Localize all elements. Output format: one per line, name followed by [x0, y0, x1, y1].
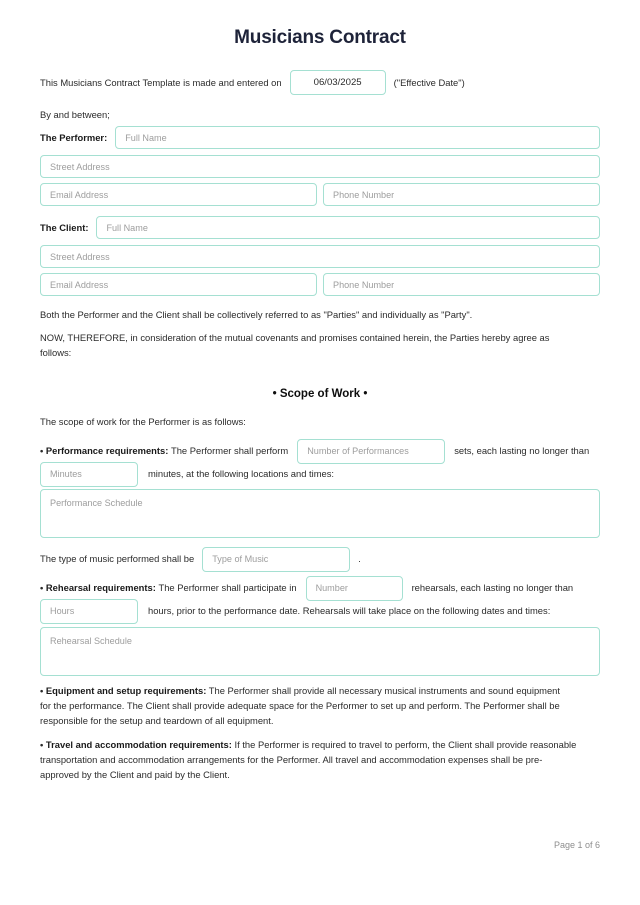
- rehearsal-bullet: •: [40, 582, 44, 594]
- performance-bullet: •: [40, 445, 44, 457]
- rehearsal-hours-line: [40, 599, 602, 624]
- performance-minutes-input[interactable]: Minutes: [40, 462, 138, 487]
- rehearsal-text-before-count: The Performer shall participate in: [158, 582, 297, 594]
- scope-of-work-heading: • Scope of Work •: [272, 388, 368, 400]
- performance-count-input[interactable]: Number of Performances: [297, 439, 445, 464]
- client-label: The Client:: [40, 222, 89, 233]
- client-phone-input[interactable]: Phone Number: [323, 273, 600, 296]
- equipment-label-separator: :: [203, 685, 207, 696]
- music-type-text-after: .: [358, 553, 361, 565]
- client-street-input[interactable]: Street Address: [40, 245, 600, 268]
- parties-definition-text: Both the Performer and the Client shall be collectively referred to as "Parties" and individually as "Party".: [40, 309, 473, 320]
- travel-requirements-paragraph: [40, 738, 580, 783]
- equipment-requirements-body: The Performer shall provide all necessary musical instruments and sound equipment for the performance. The Client shall provide adequate space for the Performer to set up and perform. The Performer shall be responsible for the setup and teardown of all equipment.: [40, 685, 561, 726]
- travel-requirements-label: Travel and accommodation requirements:: [45, 739, 232, 750]
- performance-text-before-count: The Performer shall perform: [170, 445, 289, 457]
- client-name-row: [40, 216, 600, 239]
- music-type-line: [40, 547, 600, 572]
- rehearsal-requirements-label: Rehearsal requirements:: [45, 582, 156, 594]
- rehearsal-text-after-count: rehearsals, each lasting no longer than: [411, 582, 574, 594]
- performer-label: The Performer:: [40, 132, 108, 143]
- effective-date-line: [40, 70, 600, 95]
- client-name-input[interactable]: Full Name: [96, 216, 600, 239]
- effective-date-lead-text: This Musicians Contract Template is made and entered on: [40, 77, 282, 88]
- client-email-input[interactable]: Email Address: [40, 273, 317, 296]
- performance-requirements-label: Performance requirements:: [45, 445, 169, 457]
- rehearsal-text-after-hours: hours, prior to the performance date. Rehearsals will take place on the following dates and times:: [148, 605, 551, 617]
- by-and-between-label: By and between;: [40, 109, 110, 120]
- rehearsal-requirements-line: [40, 576, 602, 601]
- performance-text-after-minutes: minutes, at the following locations and times:: [148, 468, 335, 480]
- performer-email-input[interactable]: Email Address: [40, 183, 317, 206]
- performance-requirements-line: [40, 439, 602, 464]
- performer-street-input[interactable]: Street Address: [40, 155, 600, 178]
- music-type-text-before: The type of music performed shall be: [40, 553, 195, 565]
- scope-intro-text: The scope of work for the Performer is as follows:: [40, 416, 246, 427]
- equipment-bullet: •: [40, 685, 44, 696]
- performer-phone-input[interactable]: Phone Number: [323, 183, 600, 206]
- client-contact-row: [40, 273, 600, 296]
- rehearsal-schedule-textarea[interactable]: Rehearsal Schedule: [40, 627, 600, 676]
- equipment-requirements-paragraph: [40, 684, 570, 729]
- performance-minutes-line: [40, 462, 600, 487]
- performance-text-after-count: sets, each lasting no longer than: [454, 445, 590, 457]
- travel-requirements-body: If the Performer is required to travel to perform, the Client shall provide reasonable transportation and accommodation arrangements for the Performer. All travel and accommodation expenses shall be pre-approved by the Client and paid by the Client.: [40, 739, 577, 780]
- travel-bullet: •: [40, 739, 44, 750]
- rehearsal-hours-input[interactable]: Hours: [40, 599, 138, 624]
- page-title: Musicians Contract: [234, 27, 406, 48]
- performer-name-row: [40, 126, 600, 149]
- now-therefore-text: NOW, THEREFORE, in consideration of the mutual covenants and promises contained herein, the Parties hereby agree as follows:: [40, 332, 550, 358]
- page-number-footer: Page 1 of 6: [553, 840, 600, 850]
- rehearsal-count-input[interactable]: Number: [306, 576, 403, 601]
- effective-date-input[interactable]: 06/03/2025: [290, 70, 386, 95]
- performance-schedule-textarea[interactable]: Performance Schedule: [40, 489, 600, 538]
- music-type-input[interactable]: Type of Music: [202, 547, 350, 572]
- equipment-requirements-label: Equipment and setup requirements: [45, 685, 204, 696]
- effective-date-trail-text: ("Effective Date"): [393, 77, 465, 88]
- performer-name-input[interactable]: Full Name: [115, 126, 600, 149]
- performer-contact-row: [40, 183, 600, 206]
